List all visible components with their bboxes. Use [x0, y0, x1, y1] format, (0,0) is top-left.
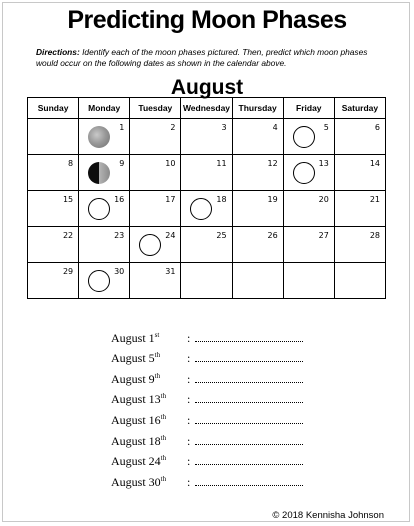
prediction-date-label: August 18th [111, 433, 167, 448]
calendar-day-cell [181, 227, 232, 263]
calendar-week-row [28, 191, 386, 227]
calendar-day-cell [232, 155, 283, 191]
copyright: © 2018 Kennisha Johnson [272, 510, 384, 521]
calendar-day-cell [232, 119, 283, 155]
prediction-row [111, 469, 311, 490]
blank-moon-circle [190, 198, 212, 220]
calendar-day-cell [130, 155, 181, 191]
prediction-date-label: August 9th [111, 371, 161, 386]
day-number: 8 [68, 159, 74, 168]
calendar-week-row [28, 227, 386, 263]
prediction-date-label: August 30th [111, 474, 167, 489]
full-moon-icon [88, 126, 110, 148]
calendar-day-cell [283, 263, 334, 299]
day-number: 15 [62, 195, 74, 204]
day-number: 22 [62, 231, 74, 240]
blank-moon-circle [139, 234, 161, 256]
prediction-date-label: August 13th [111, 392, 167, 407]
prediction-answer-line[interactable] [195, 401, 303, 403]
calendar-day-cell [79, 119, 130, 155]
calendar-day-cell [181, 155, 232, 191]
prediction-list [111, 325, 311, 490]
directions-label: Directions: [36, 47, 80, 57]
prediction-row [111, 387, 311, 408]
day-number: 30 [114, 267, 125, 276]
weekday-monday: Monday [79, 98, 130, 119]
calendar-day-cell [79, 155, 130, 191]
day-number: 19 [267, 195, 278, 204]
prediction-colon: : [187, 351, 191, 366]
calendar-week-row [28, 119, 386, 155]
prediction-answer-line[interactable] [195, 340, 303, 342]
day-number: 31 [165, 267, 176, 276]
calendar-day-cell [283, 155, 334, 191]
prediction-colon: : [187, 474, 191, 489]
day-number: 10 [165, 159, 176, 168]
day-number: 14 [369, 159, 380, 168]
day-number: 16 [114, 195, 125, 204]
weekday-header-row [28, 98, 386, 119]
day-number: 13 [318, 159, 329, 168]
day-number: 24 [165, 231, 176, 240]
calendar-day-cell [283, 119, 334, 155]
day-number: 11 [216, 159, 227, 168]
prediction-colon: : [187, 454, 191, 469]
calendar-day-cell [130, 263, 181, 299]
calendar-day-cell [334, 191, 385, 227]
calendar-day-cell [283, 227, 334, 263]
day-number: 18 [216, 195, 227, 204]
prediction-answer-line[interactable] [195, 463, 303, 465]
weekday-saturday: Saturday [334, 98, 385, 119]
blank-moon-circle [293, 126, 315, 148]
calendar-body [28, 119, 386, 299]
calendar-day-cell [232, 263, 283, 299]
calendar-day-cell [28, 119, 79, 155]
prediction-row [111, 325, 311, 346]
day-number: 25 [216, 231, 227, 240]
page-title: Predicting Moon Phases [67, 6, 347, 34]
day-number: 21 [369, 195, 380, 204]
blank-moon-circle [88, 198, 110, 220]
weekday-sunday: Sunday [28, 98, 79, 119]
prediction-row [111, 366, 311, 387]
prediction-row [111, 449, 311, 470]
calendar-grid [27, 97, 386, 299]
day-number: 1 [119, 123, 125, 132]
prediction-date-label: August 24th [111, 454, 167, 469]
weekday-thursday: Thursday [232, 98, 283, 119]
prediction-answer-line[interactable] [195, 360, 303, 362]
prediction-row [111, 428, 311, 449]
prediction-date-label: August 5th [111, 351, 161, 366]
calendar-day-cell [283, 191, 334, 227]
prediction-row [111, 346, 311, 367]
blank-moon-circle [88, 270, 110, 292]
prediction-row [111, 407, 311, 428]
directions-text: Identify each of the moon phases pictured. Then, predict which moon phases would occur on the following dates as shown in the calendar above. [36, 47, 368, 68]
calendar-day-cell [334, 263, 385, 299]
calendar-day-cell [232, 191, 283, 227]
calendar-month: August [170, 76, 244, 99]
weekday-wednesday: Wednesday [181, 98, 232, 119]
prediction-answer-line[interactable] [195, 422, 303, 424]
calendar-day-cell [232, 227, 283, 263]
weekday-tuesday: Tuesday [130, 98, 181, 119]
calendar-day-cell [334, 119, 385, 155]
day-number: 20 [318, 195, 329, 204]
calendar-day-cell [181, 263, 232, 299]
day-number: 23 [114, 231, 125, 240]
day-number: 2 [170, 123, 176, 132]
calendar-week-row [28, 263, 386, 299]
day-number: 3 [221, 123, 227, 132]
prediction-date-label: August 16th [111, 412, 167, 427]
calendar-day-cell [181, 119, 232, 155]
calendar-day-cell [79, 227, 130, 263]
day-number: 29 [62, 267, 74, 276]
day-number: 5 [323, 123, 329, 132]
day-number: 26 [267, 231, 278, 240]
prediction-answer-line[interactable] [195, 443, 303, 445]
directions [36, 47, 386, 69]
prediction-answer-line[interactable] [195, 381, 303, 383]
calendar-day-cell [130, 227, 181, 263]
calendar-day-cell [334, 155, 385, 191]
half-moon-icon [88, 162, 110, 184]
day-number: 9 [119, 159, 125, 168]
prediction-colon: : [187, 412, 191, 427]
prediction-colon: : [187, 371, 191, 386]
calendar-day-cell [130, 119, 181, 155]
calendar-day-cell [28, 263, 79, 299]
day-number: 12 [267, 159, 278, 168]
calendar-day-cell [28, 155, 79, 191]
day-number: 4 [272, 123, 278, 132]
prediction-colon: : [187, 392, 191, 407]
calendar-day-cell [181, 191, 232, 227]
day-number: 6 [374, 123, 380, 132]
prediction-colon: : [187, 433, 191, 448]
calendar-week-row [28, 155, 386, 191]
blank-moon-circle [293, 162, 315, 184]
calendar-day-cell [28, 191, 79, 227]
calendar-day-cell [79, 191, 130, 227]
day-number: 27 [318, 231, 329, 240]
calendar-day-cell [334, 227, 385, 263]
calendar-day-cell [79, 263, 130, 299]
prediction-colon: : [187, 330, 191, 345]
day-number: 17 [165, 195, 176, 204]
weekday-friday: Friday [283, 98, 334, 119]
calendar-day-cell [130, 191, 181, 227]
prediction-date-label: August 1st [111, 330, 160, 345]
prediction-answer-line[interactable] [195, 484, 303, 486]
calendar-day-cell [28, 227, 79, 263]
day-number: 28 [369, 231, 380, 240]
